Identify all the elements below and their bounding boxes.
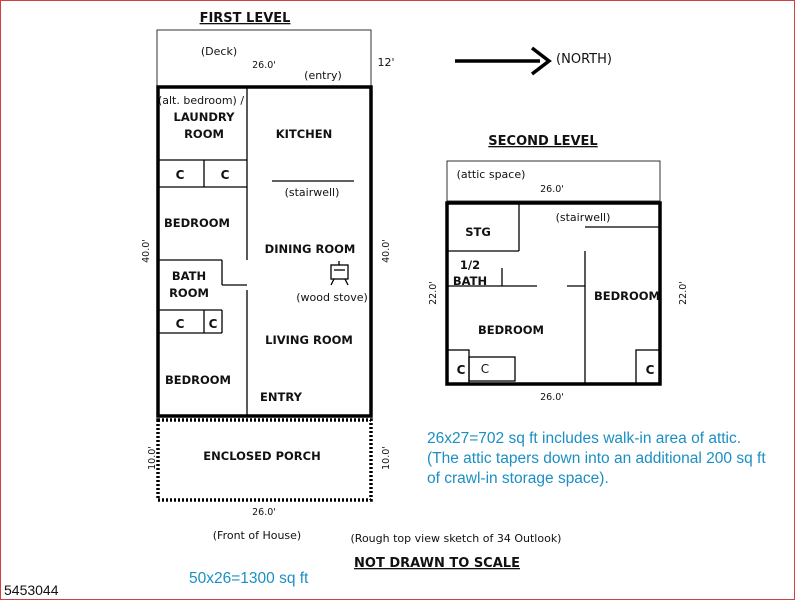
wood-stove-icon: [331, 261, 348, 285]
living-room-label: LIVING ROOM: [265, 333, 353, 347]
half-bath-label-line1: 1/2: [459, 258, 481, 272]
deck-label: (Deck): [200, 45, 238, 58]
attic-note-line3: of crawl-in storage space).: [427, 470, 609, 487]
total-area-note: 50x26=1300 sq ft: [189, 570, 309, 587]
deck-width-dim: 26.0': [252, 60, 276, 71]
laundry-label-line1: LAUNDRY: [173, 110, 235, 124]
wood-stove-label: (wood stove): [296, 291, 368, 304]
closet-label: C: [175, 317, 185, 331]
bottom-width-dim: 26.0': [540, 392, 564, 403]
entry-note: (entry): [304, 69, 342, 82]
depth-dim-left: 22.0': [428, 281, 439, 305]
enclosed-porch-label: ENCLOSED PORCH: [203, 449, 321, 463]
bedroom-right-label: BEDROOM: [593, 289, 661, 303]
length-dim-right: 40.0': [381, 239, 392, 263]
stairwell-label: (stairwell): [284, 186, 340, 199]
stairwell-label-2: (stairwell): [555, 211, 611, 224]
half-bath-label-line2: BATH: [452, 274, 488, 288]
sketch-caption: (Rough top view sketch of 34 Outlook): [350, 532, 562, 545]
closet-label: C: [208, 317, 218, 331]
porch-width-dim: 26.0': [252, 507, 276, 518]
attic-space-label: (attic space): [456, 168, 526, 181]
north-arrow-icon: [455, 48, 549, 74]
north-label: (NORTH): [556, 52, 612, 67]
alt-bedroom-label: (alt. bedroom) /: [157, 94, 245, 107]
attic-note-line2: (The attic tapers down into an additional 200 sq ft: [427, 450, 766, 467]
kitchen-label: KITCHEN: [275, 127, 333, 141]
depth-dim-right: 22.0': [678, 281, 689, 305]
laundry-label-line2: ROOM: [184, 127, 224, 141]
attic-width-dim: 26.0': [540, 184, 564, 195]
listing-id: 5453044: [4, 582, 59, 598]
bedroom-lower-label: BEDROOM: [164, 373, 232, 387]
closet-label: C: [175, 168, 185, 182]
second-level-heading: SECOND LEVEL: [488, 134, 598, 149]
entry-label: ENTRY: [260, 390, 302, 404]
porch-dim-left: 10.0': [147, 446, 158, 470]
bath-label-line1: BATH: [171, 269, 207, 283]
bath-label-line2: ROOM: [169, 286, 209, 300]
first-level-heading: FIRST LEVEL: [199, 11, 291, 26]
closet-label: C: [645, 363, 655, 377]
dining-room-label: DINING ROOM: [264, 242, 356, 256]
porch-dim-right: 10.0': [381, 446, 392, 470]
attic-note-line1: 26x27=702 sq ft includes walk-in area of attic.: [427, 430, 742, 447]
bedroom-left-label: BEDROOM: [477, 323, 545, 337]
closet-label: C: [220, 168, 230, 182]
closet-label: C: [480, 362, 490, 376]
closet-outline: [469, 357, 515, 381]
attic-space-outline: [447, 161, 660, 201]
bedroom-upper-label: BEDROOM: [163, 216, 231, 230]
storage-label: STG: [465, 225, 491, 239]
length-dim-left: 40.0': [141, 239, 152, 263]
front-of-house-label: (Front of House): [212, 529, 302, 542]
closet-label: C: [456, 363, 466, 377]
deck-depth-dim: 12': [377, 56, 395, 69]
not-to-scale-label: NOT DRAWN TO SCALE: [354, 556, 520, 571]
